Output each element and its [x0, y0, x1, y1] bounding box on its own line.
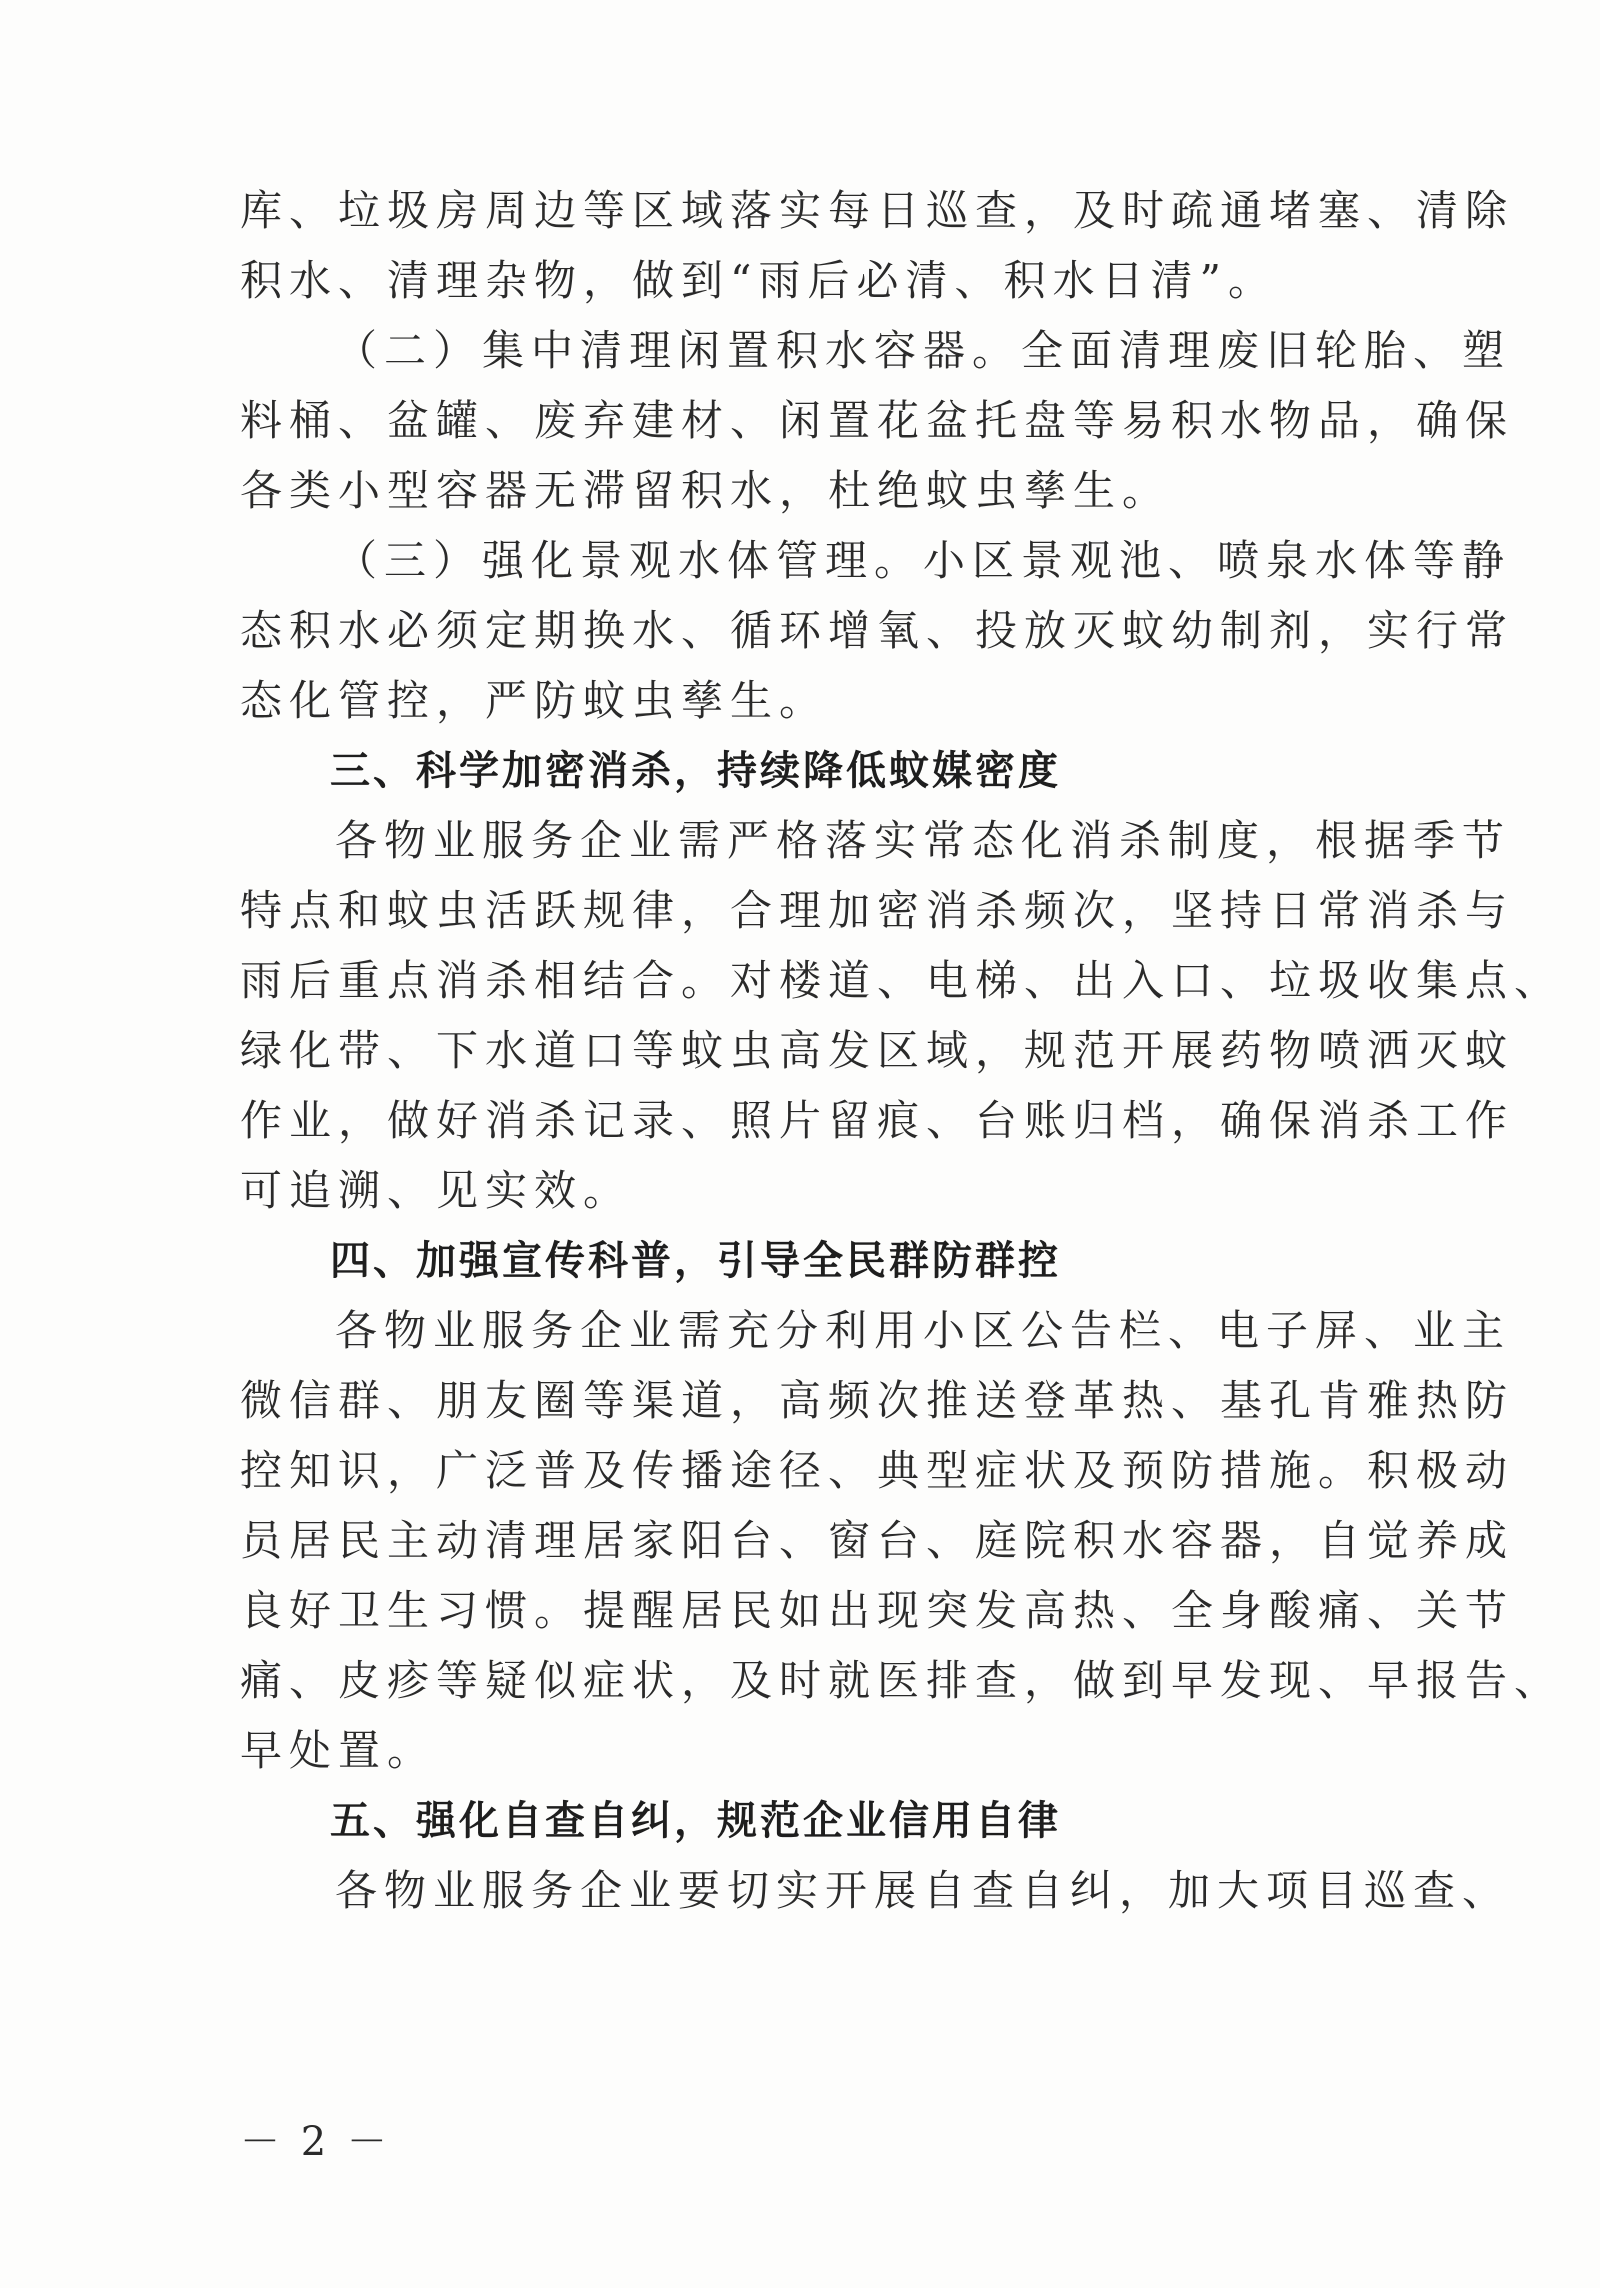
text-line: 库、垃圾房周边等区域落实每日巡查，及时疏通堵塞、清除 [240, 186, 1515, 235]
text-line: 良好卫生习惯。提醒居民如出现突发高热、全身酸痛、关节 [240, 1586, 1515, 1635]
document-body [240, 176, 1564, 1926]
paragraph-start-line: （二）集中清理闲置积水容器。全面清理废旧轮胎、塑 [335, 326, 1512, 375]
text-line: 作业，做好消杀记录、照片留痕、台账归档，确保消杀工作 [240, 1096, 1515, 1145]
text-line: 控知识，广泛普及传播途径、典型症状及预防措施。积极动 [240, 1446, 1515, 1495]
text-line: 可追溯、见实效。 [240, 1166, 633, 1215]
paragraph-start-line: 各物业服务企业需充分利用小区公告栏、电子屏、业主 [335, 1306, 1512, 1355]
text-line: 态积水必须定期换水、循环增氧、投放灭蚊幼制剂，实行常 [240, 606, 1515, 655]
text-line: 积水、清理杂物，做到“雨后必清、积水日清”。 [240, 256, 1277, 305]
text-line: 微信群、朋友圈等渠道，高频次推送登革热、基孔肯雅热防 [240, 1376, 1515, 1425]
text-line: 绿化带、下水道口等蚊虫高发区域，规范开展药物喷洒灭蚊 [240, 1026, 1515, 1075]
text-line: 态化管控，严防蚊虫孳生。 [240, 676, 829, 725]
text-line: 雨后重点消杀相结合。对楼道、电梯、出入口、垃圾收集点、 [240, 956, 1564, 1005]
paragraph-start-line: 各物业服务企业要切实开展自查自纠，加大项目巡查、 [335, 1866, 1512, 1915]
text-line: 员居民主动清理居家阳台、窗台、庭院积水容器，自觉养成 [240, 1516, 1515, 1565]
paragraph-start-line: 各物业服务企业需严格落实常态化消杀制度，根据季节 [335, 816, 1512, 865]
section-heading: 五、强化自查自纠，规范企业信用自律 [330, 1798, 1061, 1844]
page-number: － 2 － [240, 2119, 391, 2165]
section-heading: 四、加强宣传科普，引导全民群防群控 [330, 1238, 1061, 1284]
text-line: 特点和蚊虫活跃规律，合理加密消杀频次，坚持日常消杀与 [240, 886, 1515, 935]
section-heading: 三、科学加密消杀，持续降低蚊媒密度 [330, 748, 1061, 794]
text-line: 各类小型容器无滞留积水，杜绝蚊虫孳生。 [240, 466, 1172, 515]
text-line: 早处置。 [240, 1726, 437, 1775]
text-line: 料桶、盆罐、废弃建材、闲置花盆托盘等易积水物品，确保 [240, 396, 1515, 445]
paragraph-start-line: （三）强化景观水体管理。小区景观池、喷泉水体等静 [335, 536, 1512, 585]
text-line: 痛、皮疹等疑似症状，及时就医排查，做到早发现、早报告、 [240, 1656, 1564, 1705]
